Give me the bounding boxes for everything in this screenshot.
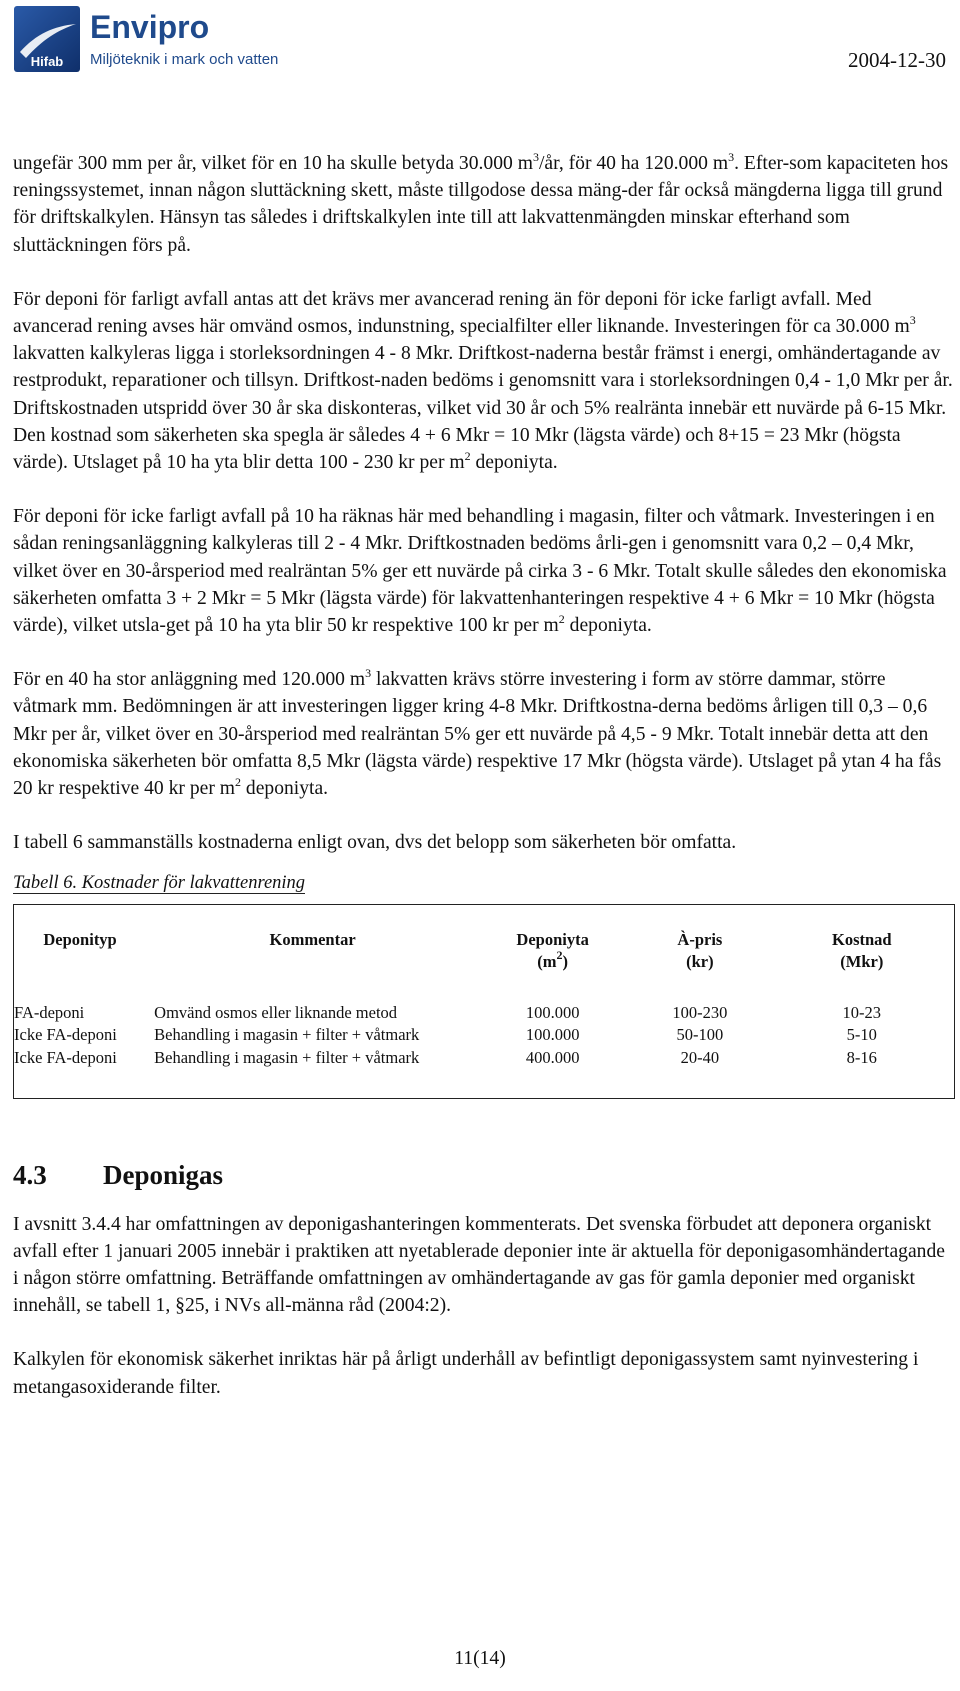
logo-brand-text: Envipro	[90, 9, 210, 45]
paragraph-2: För deponi för farligt avfall antas att det krävs mer avancerad rening än för deponi för icke farligt avfall. Med avancerad rening avses här omvänd osmos, indunstning, specialfilter eller liknande. Investeringen för ca 30.000 $m^3$ lakvatten kalkyleras ligga i storleksordningen 4 - 8 Mkr. Driftkost-naderna består främst i energi, omhändertagande av restprodukt, reparationer och tillsyn. Driftkost-naden bedöms i genomsnitt vara i storleksordningen 0,4 - 1,0 Mkr per år. Driftskostnaden utspridd över 30 år ska diskonteras, vilket vid 30 år och 5% realränta innebär ett nuvärde på 6-15 Mkr. Den kostnad som säkerheten ska spegla är således 4 + 6 Mkr = 10 Mkr (lägsta värde) och 8+15 = 23 Mkr (högsta värde). Utslaget på 10 ha yta blir detta 100 - 230 kr per $m^2$ deponiyta.	[13, 288, 953, 474]
section-paragraph-2: Kalkylen för ekonomisk säkerhet inriktas här på årligt underhåll av befintligt deponigassystem samt nyinvestering i metangasoxiderande filter.	[13, 1349, 919, 1398]
table-row: Icke FA-deponi Behandling i magasin + filter + våtmark 100.000 50-100 5-10	[14, 1025, 877, 1045]
envipro-hifab-logo	[14, 6, 304, 72]
logo-company-text: Hifab	[30, 54, 64, 69]
section-paragraph-1: I avsnitt 3.4.4 har omfattningen av deponigashanteringen kommenterats. Det svenska förbudet att deponera organiskt avfall efter 1 januari 2005 innebär i praktiken att nyetablerade deponier inte är aktuella för deponigasomhändertagande i någon större omfattning. Beträffande omfattningen av omhändertagande av gas för gamla deponier med organiskt innehåll, se tabell 1, §25, i NVs all-männa råd (2004:2).	[13, 1213, 945, 1317]
table-row: FA-deponi Omvänd osmos eller liknande metod 100.000 100-230 10-23	[14, 1002, 882, 1022]
page-number: 11(14)	[454, 1648, 506, 1669]
document-body	[13, 150, 953, 1428]
section-title: Deponigas	[103, 1159, 224, 1190]
paragraph-4: För en 40 ha stor anläggning med 120.000 $m^3$ lakvatten krävs större investering i form av större dammar, större våtmark mm. Bedömningen är att investeringen ligger kring 4-8 Mkr. Driftkostna-derna bedöms årligen till 0,3 – 0,6 Mkr per år, vilket över en 30-årsperiod med realräntan 5% ger ett nuvärde på 4,5 - 9 Mkr. Totalt innebär detta att den ekonomiska säkerheten bör omfatta 8,5 Mkr (lägsta värde) respektive 17 Mkr (högsta värde). Utslaget på ytan 4 ha fås 20 kr respektive 40 kr per $m^2$ deponiyta.	[13, 666, 942, 800]
table-row: Icke FA-deponi Behandling i magasin + filter + våtmark 400.000 20-40 8-16	[14, 1048, 877, 1068]
section-heading	[13, 1159, 953, 1191]
section-number: 4.3	[13, 1159, 47, 1190]
paragraph-3: För deponi för icke farligt avfall på 10 ha räknas här med behandling i magasin, filter och våtmark. Investeringen i en sådan reningsanläggning kalkyleras till 2 - 4 Mkr. Driftkostnaden bedöms årli-gen i genomsnitt vara 0,2 – 0,4 Mkr, vilket över en 30-årsperiod med realräntan 5% ger ett nuvärde på cirka 3 - 6 Mkr. Totalt skulle således den ekonomiska säkerheten omfatta 3 + 2 Mkr = 5 Mkr (lägsta värde) för lakvattenhanteringen respektive 4 + 6 Mkr = 10 Mkr (högsta värde), vilket utsla-get på 10 ha yta blir 50 kr respektive 100 kr per $m^2$ deponiyta.	[13, 506, 947, 637]
table-header-row	[14, 904, 955, 990]
header-deponiyta: Deponiyta $(m^2)$	[516, 929, 589, 972]
header-a-pris: À-pris (kr)	[677, 929, 723, 972]
document-date: 2004-12-30	[848, 48, 946, 72]
cost-table	[13, 904, 955, 1099]
paragraph-1: ungefär 300 mm per år, vilket för en 10 ha skulle betyda 30.000 $m^3/år$, för 40 ha 120.000 $m^3$. Efter-som kapaciteten hos reningssystemet, innan någon sluttäckning skett, måste tillgodose dessa mäng-der får också mängderna ligga till grund för driftskalkylen. Hänsyn tas således i driftskalkylen inte till att lakvattenmängden minskar efterhand som sluttäckningen förs på.	[13, 150, 949, 256]
header-kostnad: Kostnad (Mkr)	[831, 929, 892, 972]
table-caption: Tabell 6. Kostnader för lakvattenrening	[13, 873, 306, 894]
header-kommentar: Kommentar	[269, 929, 356, 949]
header-deponityp: Deponityp	[43, 929, 117, 949]
page-header	[0, 0, 960, 90]
paragraph-5: I tabell 6 sammanställs kostnaderna enligt ovan, dvs det belopp som säkerheten bör omfatta.	[13, 832, 737, 854]
logo-tagline-text: Miljöteknik i mark och vatten	[90, 51, 279, 68]
